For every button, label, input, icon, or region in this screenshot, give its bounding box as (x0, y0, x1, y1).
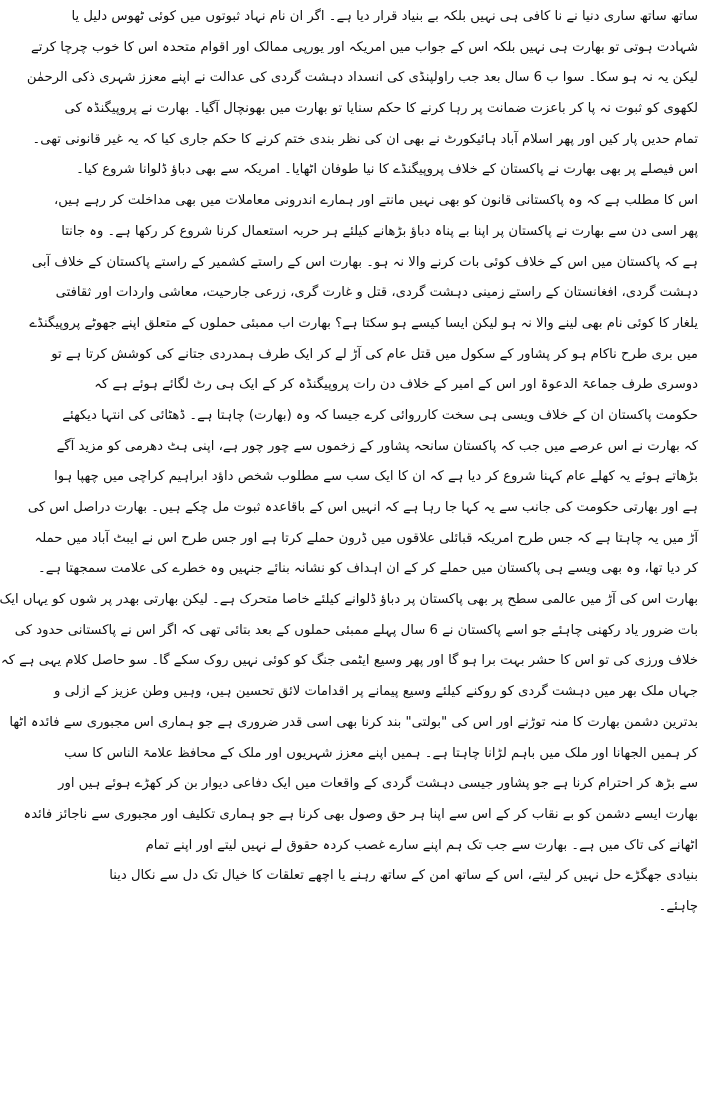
text-line: بڑھاتے ہوئے یہ کھلے عام کہنا شروع کر دیا ہے کہ ان کا ایک سب سے مطلوب شخص داؤد ابراہیم کراچی میں چھپا ہوا (54, 469, 698, 485)
text-line: اس کا مطلب ہے کہ وہ پاکستانی قانون کو بھی نہیں مانتے اور ہمارے اندرونی معاملات میں بھی مداخلت کر رہے ہیں، (53, 193, 698, 209)
text-line: بھارت اس کی آڑ میں عالمی سطح پر بھی پاکستان پر دباؤ ڈلوانے کیلئے خاصا متحرک ہے۔ لیکن بھارتی بھدر پر شوں کو یہاں ایک (0, 592, 698, 608)
text-line: جہاں ملک بھر میں دہشت گردی کو روکنے کیلئے وسیع پیمانے پر اقدامات لائق تحسین ہیں، وہیں وطن عزیز کے ازلی و (54, 684, 698, 700)
text-line: لیکن یہ نہ ہو سکا۔ سوا ب 6 سال بعد جب راولپنڈی کی انسداد دہشت گردی کی عدالت نے اپنے معزز شہری ذکی الرحمٰن (26, 70, 698, 86)
text-line: اس فیصلے پر بھی بھارت نے پاکستان کے خلاف پروپیگنڈے کا نیا طوفان اٹھایا۔ امریکہ سے بھی دباؤ ڈلوانا شروع کیا۔ (76, 162, 698, 178)
text-line: بنیادی جھگڑے حل نہیں کر لیتے، اس کے ساتھ امن کے ساتھ رہنے یا اچھے تعلقات کا خیال تک دل سے نکال دینا (109, 868, 698, 884)
text-line: پھر اسی دن سے بھارت نے پاکستان پر اپنا بے پناہ دباؤ بڑھانے کیلئے ہر حربہ استعمال کرنا شروع کر رکھا ہے۔ وہ جانتا (61, 223, 698, 239)
text-line: تمام حدیں پار کیں اور پھر اسلام آباد ہائیکورٹ نے بھی ان کی نظر بندی ختم کرنے کا حکم جاری کیا کہ یہ غیر قانونی تھی۔ (32, 131, 698, 147)
text-line: کر دیا تھا، وہ بھی ویسے ہی پاکستان میں حملے کر کے ان اہداف کو نشانہ بنائے جنہیں وہ خطرے کی علامت سمجھتا ہے۔ (38, 561, 698, 577)
text-line: آڑ میں یہ چاہتا ہے کہ جس طرح امریکہ قبائلی علاقوں میں ڈرون حملے کرتا ہے اور جس طرح اس نے ایبٹ آباد میں حملہ (34, 530, 698, 546)
text-line: دہشت گردی، افغانستان کے راستے زمینی دہشت گردی، قتل و غارت گری، زرعی جارحیت، معاشی واردات اور ثقافتی (55, 285, 698, 301)
text-line: سے بڑھ کر احترام کرنا ہے جو پشاور جیسی دہشت گردی کے واقعات میں ایک دفاعی دیوار بن کر کھڑے ہوئے ہیں اور (58, 776, 698, 792)
text-line: بات ضرور یاد رکھنی چاہئے جو اسے پاکستان نے 6 سال پہلے ممبئی حملوں کے بعد بتائی تھی کہ اگر اس نے پاکستانی حدود کی (14, 622, 698, 638)
text-line: ساتھ ساتھ ساری دنیا نے نا کافی ہی نہیں بلکہ بے بنیاد قرار دیا ہے۔ اگر ان نام نہاد ثبوتوں میں کوئی ٹھوس دلیل یا (71, 9, 698, 24)
text-line: بدترین دشمن بھارت کا منہ توڑنے اور اس کی "بولتی" بند کرنا بھی اسی قدر ضروری ہے جو ہماری اس مجبوری سے فائدہ اٹھا (9, 714, 698, 730)
text-line: ہے اور بھارتی حکومت کی جانب سے یہ کہا جا رہا ہے کہ انہیں اس کے باقاعدہ ثبوت مل چکے ہیں۔ بھارت دراصل اس کی (27, 500, 698, 515)
text-line: لکھوی کو ثبوت نہ پا کر باعزت ضمانت پر رہا کرنے کا حکم سنایا تو بھارت میں بھونچال آگیا۔ بھارت نے پروپیگنڈہ کی (64, 101, 698, 117)
text-line: بھارت ایسے دشمن کو بے نقاب کر کے اس سے اپنا ہر حق وصول بھی کرنا ہے جو ہماری تکلیف اور مجبوری سے ناجائز فائدہ (23, 806, 698, 822)
text-line: کر ہمیں الجھانا اور ملک میں باہم لڑانا چاہتا ہے۔ ہمیں اپنے معزز شہریوں اور ملک کے محافظ علامۃ الناس کا سب (64, 745, 698, 761)
text-line: حکومت پاکستان ان کے خلاف ویسی ہی سخت کارروائی کرے جیسا کہ وہ (بھارت) چاہتا ہے۔ ڈھٹائی کی انتہا دیکھئے (62, 407, 698, 423)
text-line: دوسری طرف جماعۃ الدعوۃ اور اس کے امیر کے خلاف دن رات پروپیگنڈہ کر کے ایک ہی رٹ لگائے ہوئے ہے کہ (94, 377, 698, 393)
text-line: اٹھانے کی تاک میں ہے۔ بھارت سے جب تک ہم اپنے سارے غصب کردہ حقوق لے نہیں لیتے اور اپنے تمام (145, 837, 698, 853)
text-line: شہادت ہوتی تو بھارت ہی نہیں بلکہ اس کے جواب میں امریکہ اور یورپی ممالک اور اقوام متحدہ اس کا خوب چرچا کرتے (31, 39, 698, 55)
text-line: میں بری طرح ناکام ہو کر پشاور کے سکول میں قتل عام کی آڑ لے کر ایک طرف ہمدردی جتانے کی کوشش کرتا ہے تو (51, 346, 698, 362)
text-line: ہے کہ پاکستان میں اس کے خلاف کوئی بات کرنے والا نہ ہو۔ بھارت اس کے راستے کشمیر کے راستے پاکستان کے خلاف آبی (31, 254, 698, 270)
text-line: کہ بھارت نے اس عرصے میں جب کہ پاکستان سانحہ پشاور کے زخموں سے چور چور ہے، اپنی ہٹ دھرمی کو مزید آگے (56, 438, 698, 454)
article-body (0, 2, 698, 923)
text-line: خلاف ورزی کی تو اس کا حشر بہت برا ہو گا اور پھر وسیع ایٹمی جنگ کو کوئی نہیں روک سکے گا۔ سو حاصل کلام یہی ہے کہ (0, 653, 698, 669)
text-line: یلغار کا کوئی نام بھی لینے والا نہ ہو لیکن ایسا کیسے ہو سکتا ہے؟ بھارت اب ممبئی حملوں کے متعلق اپنے جھوٹے پروپیگنڈے (29, 315, 698, 331)
text-line-last: چاہئے۔ (658, 898, 698, 914)
